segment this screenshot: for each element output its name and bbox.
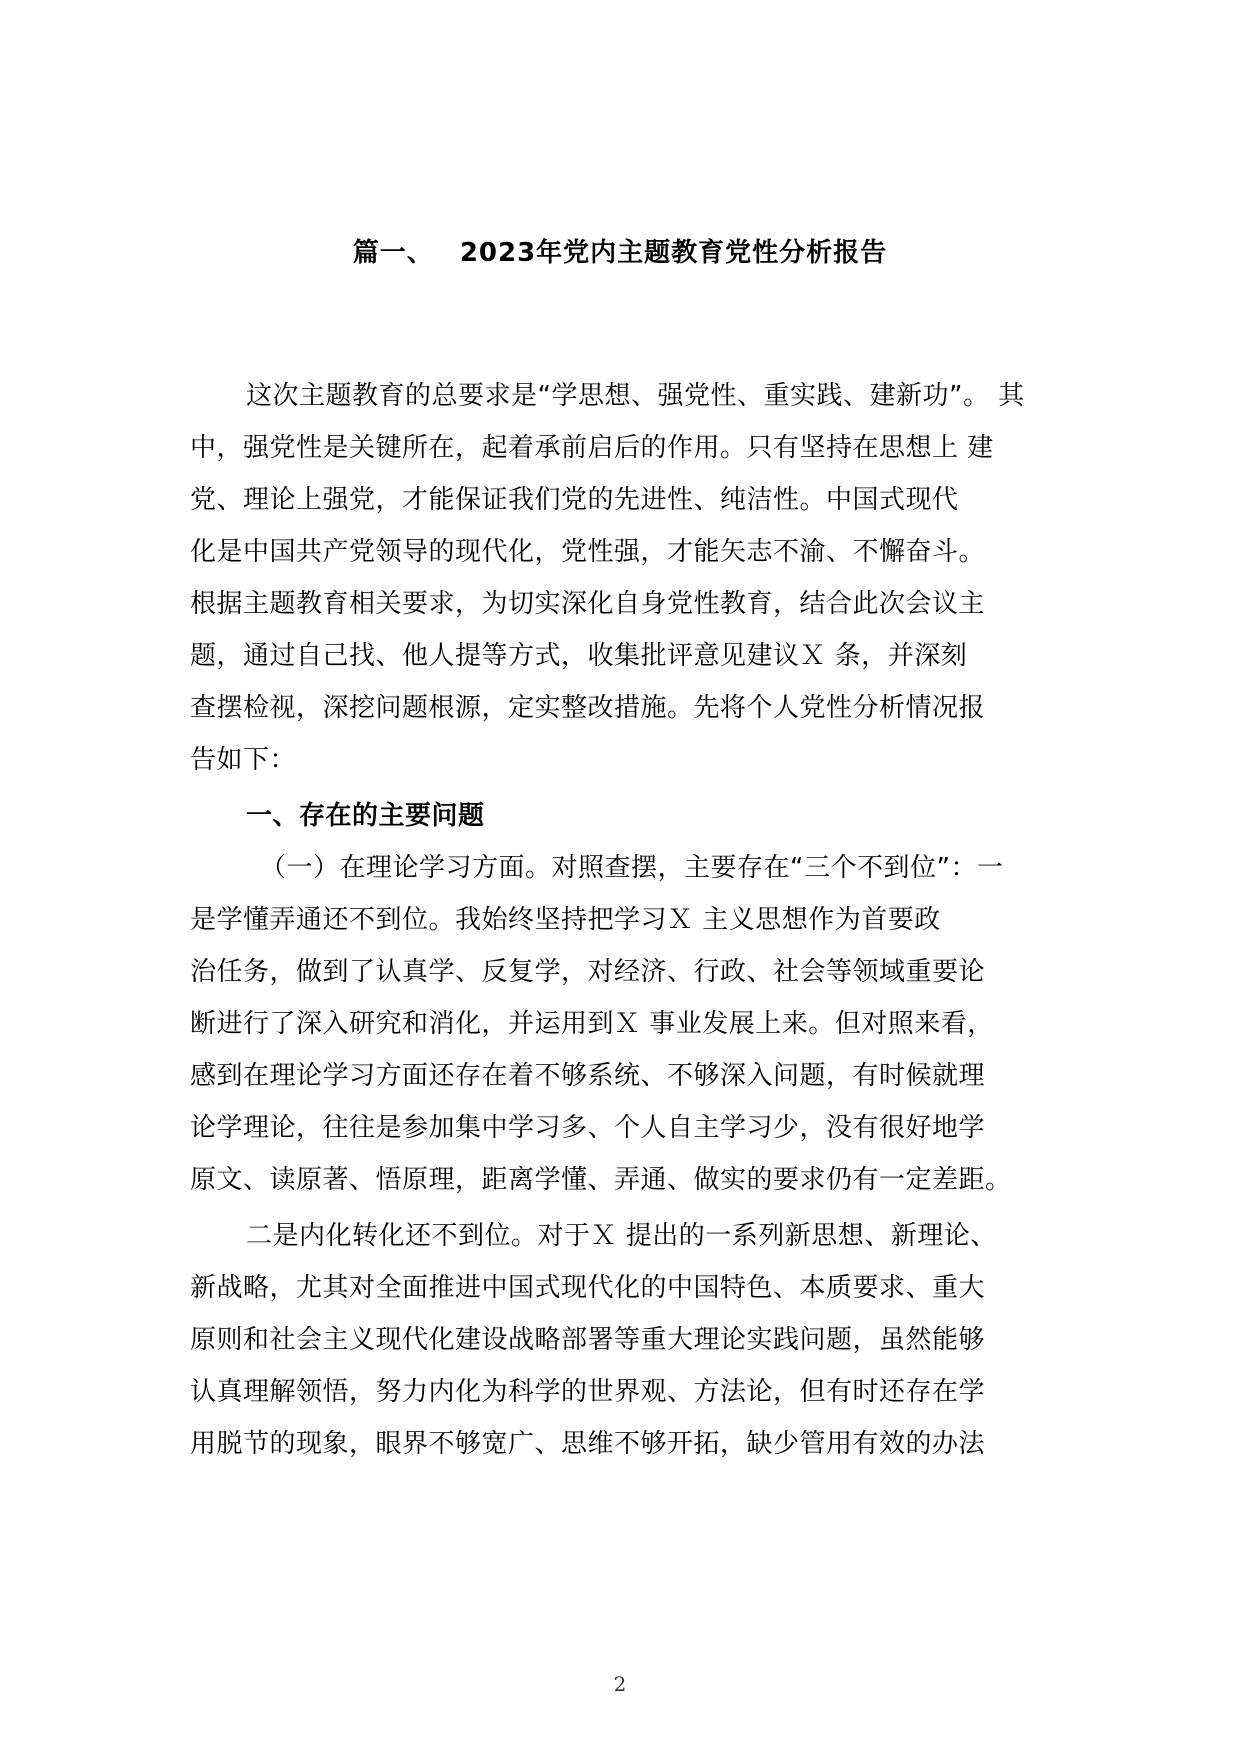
- title-text: 2023年党内主题教育党性分析报告: [459, 238, 888, 268]
- text-line: 治任务，做到了认真学、反复学，对经济、行政、社会等领域重要论: [190, 957, 986, 987]
- text-line: 中，强党性是关键所在，起着承前启后的作用。只有坚持在思想上 建: [190, 433, 994, 463]
- text-line: 根据主题教育相关要求，为切实深化自身党性教育，结合此次会议主: [190, 589, 986, 619]
- text-line: 断进行了深入研究和消化，并运用到Ｘ 事业发展上来。但对照来看，: [190, 1009, 994, 1039]
- text-line: 原文、读原著、悟原理，距离学懂、弄通、做实的要求仍有一定差距。: [190, 1165, 1012, 1195]
- text-line: 告如下：: [190, 745, 297, 775]
- text-line: 化是中国共产党领导的现代化，党性强，才能矢志不渝、不懈奋斗。: [190, 537, 986, 567]
- text-line: 查摆检视，深挖问题根源，定实整改措施。先将个人党性分析情况报: [190, 693, 986, 723]
- paragraph-intro: [190, 370, 1060, 786]
- text-line: 题，通过自己找、他人提等方式，收集批评意见建议Ｘ 条，并深刻: [190, 641, 968, 671]
- text-line: 原则和社会主义现代化建设战略部署等重大理论实践问题，虽然能够: [190, 1325, 986, 1355]
- text-line: 是学懂弄通还不到位。我始终坚持把学习Ｘ 主义思想作为首要政: [190, 905, 941, 935]
- text-line: 党、理论上强党，才能保证我们党的先进性、纯洁性。中国式现代: [190, 485, 959, 515]
- text-line: 论学理论，往往是参加集中学习多、个人自主学习少，没有很好地学: [190, 1113, 986, 1143]
- text-line: 认真理解领悟，努力内化为科学的世界观、方法论，但有时还存在学: [190, 1377, 986, 1407]
- text-line: 这次主题教育的总要求是“学思想、强党性、重实践、建新功”。 其: [246, 381, 1025, 411]
- text-line: 二是内化转化还不到位。对于Ｘ 提出的一系列新思想、新理论、: [246, 1221, 997, 1251]
- text-line: 感到在理论学习方面还存在着不够系统、不够深入问题，有时候就理: [190, 1061, 986, 1091]
- document-body: [190, 370, 1060, 1470]
- section-heading: 一、存在的主要问题: [246, 801, 485, 831]
- text-line: （一）在理论学习方面。对照查摆，主要存在“三个不到位”：一: [260, 853, 1004, 883]
- text-line: 新战略，尤其对全面推进中国式现代化的中国特色、本质要求、重大: [190, 1273, 986, 1303]
- paragraph-internalization: [190, 1210, 1060, 1470]
- title-prefix: 篇一、: [352, 238, 434, 268]
- paragraph-theory-study: [190, 842, 1060, 1206]
- page-number: 2: [613, 1672, 627, 1696]
- text-line: 用脱节的现象，眼界不够宽广、思维不够开拓，缺少管用有效的办法: [190, 1429, 986, 1459]
- document-title: [0, 236, 1240, 270]
